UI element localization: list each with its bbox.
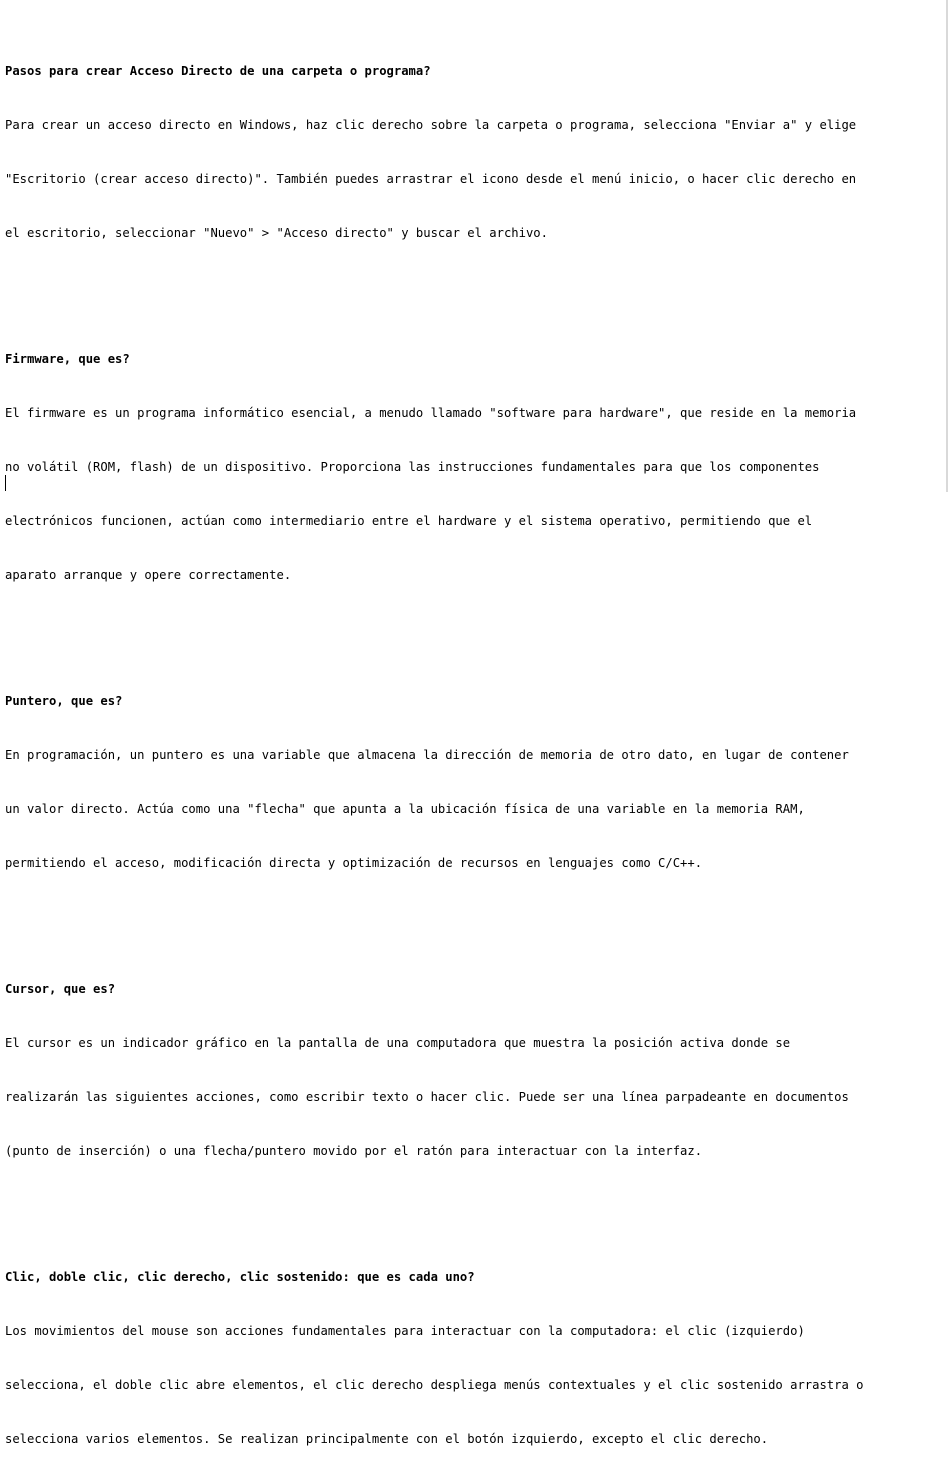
paragraph-line: Los movimientos del mouse son acciones fundamentales para interactuar con la computadora: el clic (izquierdo) [5,1324,805,1338]
paragraph-line: el escritorio, seleccionar "Nuevo" > "Acceso directo" y buscar el archivo. [5,226,548,240]
blank-line [5,620,945,638]
paragraph-line: aparato arranque y opere correctamente. [5,568,292,582]
section-heading: Clic, doble clic, clic derecho, clic sostenido: que es cada uno? [5,1270,475,1284]
blank-line [5,278,945,296]
section-heading: Pasos para crear Acceso Directo de una carpeta o programa? [5,64,431,78]
paragraph-line: "Escritorio (crear acceso directo)". También puedes arrastrar el icono desde el menú inicio, o hacer clic derecho en [5,172,857,186]
paragraph-line: (punto de inserción) o una flecha/puntero movido por el ratón para interactuar con la interfaz. [5,1144,703,1158]
paragraph-line: Para crear un acceso directo en Windows, haz clic derecho sobre la carpeta o programa, selecciona "Enviar a" y elige [5,118,857,132]
paragraph-line: selecciona varios elementos. Se realizan principalmente con el botón izquierdo, excepto el clic derecho. [5,1432,769,1446]
paragraph-line: electrónicos funcionen, actúan como intermediario entre el hardware y el sistema operativo, permitiendo que el [5,514,813,528]
section-heading: Puntero, que es? [5,694,123,708]
paragraph-line: En programación, un puntero es una variable que almacena la dirección de memoria de otro dato, en lugar de contener [5,748,849,762]
paragraph-line: El firmware es un programa informático esencial, a menudo llamado "software para hardware", que reside en la memoria [5,406,857,420]
paragraph-line: selecciona, el doble clic abre elementos, el clic derecho despliega menús contextuales y el clic sostenido arrastra o [5,1378,864,1392]
paragraph-line: un valor directo. Actúa como una "flecha" que apunta a la ubicación física de una variable en la memoria RAM, [5,802,805,816]
section-heading: Firmware, que es? [5,352,130,366]
blank-line [5,908,945,926]
blank-line [5,1196,945,1214]
paragraph-line: El cursor es un indicador gráfico en la pantalla de una computadora que muestra la posición activa donde se [5,1036,791,1050]
text-caret [5,475,6,491]
paragraph-line: no volátil (ROM, flash) de un dispositivo. Proporciona las instrucciones fundamentales para que los componentes [5,460,820,474]
paragraph-line: realizarán las siguientes acciones, como escribir texto o hacer clic. Puede ser una línea parpadeante en documentos [5,1090,849,1104]
paragraph-line: permitiendo el acceso, modificación directa y optimización de recursos en lenguajes como C/C++. [5,856,703,870]
section-heading: Cursor, que es? [5,982,116,996]
document-text[interactable] [5,8,945,1484]
